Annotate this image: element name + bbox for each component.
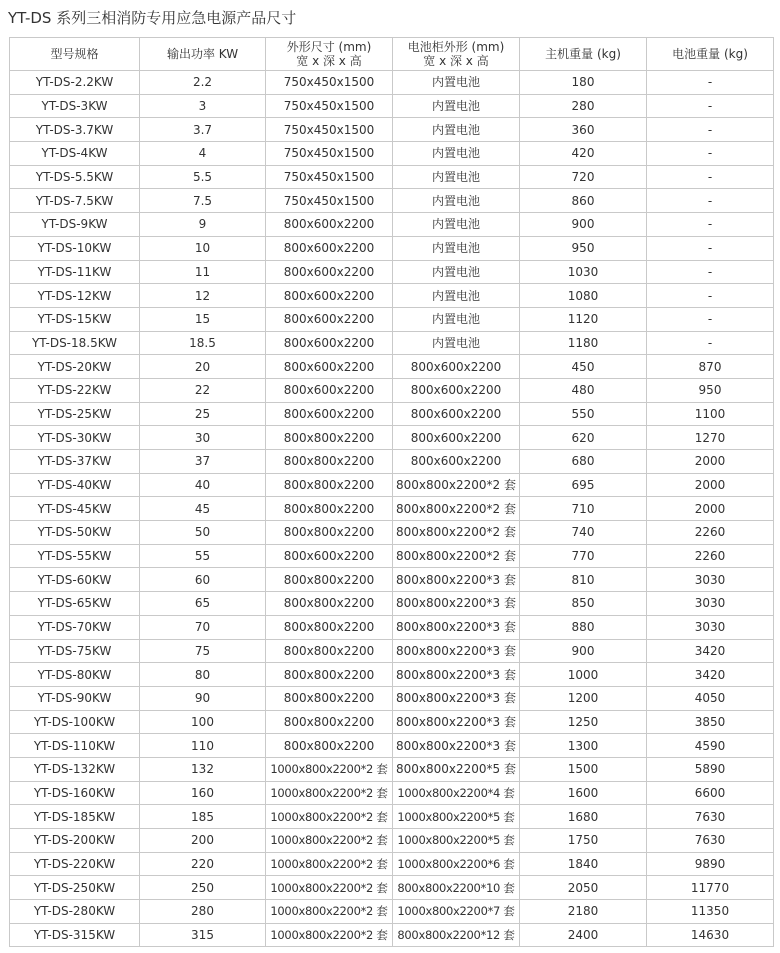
table-row [10, 71, 774, 95]
host-weight-cell: 695 [520, 473, 647, 497]
host-weight-cell: 1250 [520, 710, 647, 734]
dimensions-cell: 750x450x1500 [266, 94, 393, 118]
table-row [10, 544, 774, 568]
dimensions-cell: 800x800x2200 [266, 639, 393, 663]
power-cell: 132 [140, 757, 266, 781]
table-row [10, 521, 774, 545]
battery-weight-cell: 2260 [647, 544, 774, 568]
battery-weight-cell: 11350 [647, 900, 774, 924]
dimensions-cell: 800x600x2200 [266, 213, 393, 237]
power-cell: 10 [140, 236, 266, 260]
power-cell: 65 [140, 592, 266, 616]
battery-weight-cell: 4590 [647, 734, 774, 758]
battery-cabinet-cell: 内置电池 [393, 331, 520, 355]
battery-cabinet-cell: 内置电池 [393, 71, 520, 95]
dimensions-cell: 800x800x2200 [266, 686, 393, 710]
table-row [10, 805, 774, 829]
battery-weight-cell: - [647, 260, 774, 284]
battery-cabinet-cell: 内置电池 [393, 213, 520, 237]
host-weight-cell: 420 [520, 142, 647, 166]
battery-cabinet-cell: 800x800x2200*3 套 [393, 615, 520, 639]
table-row [10, 592, 774, 616]
host-weight-cell: 1680 [520, 805, 647, 829]
dimensions-cell: 800x800x2200 [266, 568, 393, 592]
model-cell: YT-DS-30KW [10, 426, 140, 450]
dimensions-cell: 1000x800x2200*2 套 [266, 805, 393, 829]
battery-cabinet-cell: 800x800x2200*2 套 [393, 497, 520, 521]
table-row [10, 876, 774, 900]
battery-weight-cell: 1270 [647, 426, 774, 450]
table-row [10, 734, 774, 758]
table-row [10, 639, 774, 663]
dimensions-cell: 750x450x1500 [266, 71, 393, 95]
host-weight-cell: 280 [520, 94, 647, 118]
model-cell: YT-DS-220KW [10, 852, 140, 876]
model-cell: YT-DS-80KW [10, 663, 140, 687]
host-weight-cell: 360 [520, 118, 647, 142]
battery-cabinet-cell: 800x800x2200*3 套 [393, 592, 520, 616]
model-cell: YT-DS-12KW [10, 284, 140, 308]
power-cell: 12 [140, 284, 266, 308]
power-cell: 45 [140, 497, 266, 521]
model-cell: YT-DS-280KW [10, 900, 140, 924]
power-cell: 75 [140, 639, 266, 663]
battery-cabinet-cell: 内置电池 [393, 165, 520, 189]
battery-weight-cell: 2000 [647, 450, 774, 474]
power-cell: 9 [140, 213, 266, 237]
table-row [10, 213, 774, 237]
host-weight-cell: 620 [520, 426, 647, 450]
column-header-battery-weight: 电池重量 (kg) [647, 38, 774, 71]
dimensions-cell: 800x800x2200 [266, 710, 393, 734]
model-cell: YT-DS-3.7KW [10, 118, 140, 142]
table-row [10, 355, 774, 379]
host-weight-cell: 740 [520, 521, 647, 545]
table-row [10, 284, 774, 308]
host-weight-cell: 1500 [520, 757, 647, 781]
battery-weight-cell: 3030 [647, 592, 774, 616]
battery-weight-cell: 2000 [647, 497, 774, 521]
battery-cabinet-cell: 内置电池 [393, 94, 520, 118]
power-cell: 11 [140, 260, 266, 284]
model-cell: YT-DS-5.5KW [10, 165, 140, 189]
power-cell: 3.7 [140, 118, 266, 142]
dimensions-cell: 800x800x2200 [266, 521, 393, 545]
battery-cabinet-cell: 内置电池 [393, 189, 520, 213]
dimensions-cell: 800x600x2200 [266, 284, 393, 308]
battery-cabinet-cell: 内置电池 [393, 142, 520, 166]
model-cell: YT-DS-70KW [10, 615, 140, 639]
battery-cabinet-cell: 内置电池 [393, 260, 520, 284]
table-row [10, 307, 774, 331]
battery-weight-cell: 1100 [647, 402, 774, 426]
battery-weight-cell: 9890 [647, 852, 774, 876]
host-weight-cell: 1750 [520, 829, 647, 853]
battery-cabinet-cell: 1000x800x2200*5 套 [393, 805, 520, 829]
battery-cabinet-cell: 1000x800x2200*4 套 [393, 781, 520, 805]
table-row [10, 900, 774, 924]
table-row [10, 118, 774, 142]
table-row [10, 757, 774, 781]
model-cell: YT-DS-25KW [10, 402, 140, 426]
battery-weight-cell: - [647, 118, 774, 142]
battery-cabinet-cell: 800x600x2200 [393, 378, 520, 402]
table-row [10, 189, 774, 213]
battery-cabinet-cell: 800x800x2200*3 套 [393, 710, 520, 734]
host-weight-cell: 770 [520, 544, 647, 568]
battery-weight-cell: 3030 [647, 615, 774, 639]
model-cell: YT-DS-4KW [10, 142, 140, 166]
power-cell: 22 [140, 378, 266, 402]
host-weight-cell: 2050 [520, 876, 647, 900]
power-cell: 5.5 [140, 165, 266, 189]
host-weight-cell: 810 [520, 568, 647, 592]
table-row [10, 165, 774, 189]
host-weight-cell: 2180 [520, 900, 647, 924]
table-row [10, 426, 774, 450]
battery-weight-cell: 4050 [647, 686, 774, 710]
table-row [10, 450, 774, 474]
battery-weight-cell: - [647, 189, 774, 213]
model-cell: YT-DS-45KW [10, 497, 140, 521]
model-cell: YT-DS-18.5KW [10, 331, 140, 355]
dimensions-cell: 800x800x2200 [266, 592, 393, 616]
column-header-battery-cabinet: 电池柜外形 (mm) 宽 x 深 x 高 [393, 38, 520, 71]
table-row [10, 568, 774, 592]
host-weight-cell: 950 [520, 236, 647, 260]
power-cell: 80 [140, 663, 266, 687]
battery-cabinet-cell: 内置电池 [393, 307, 520, 331]
model-cell: YT-DS-40KW [10, 473, 140, 497]
table-row [10, 402, 774, 426]
model-cell: YT-DS-132KW [10, 757, 140, 781]
battery-cabinet-cell: 800x800x2200*3 套 [393, 686, 520, 710]
host-weight-cell: 900 [520, 639, 647, 663]
table-row [10, 260, 774, 284]
dimensions-cell: 800x800x2200 [266, 473, 393, 497]
table-row [10, 142, 774, 166]
dimensions-cell: 750x450x1500 [266, 142, 393, 166]
table-row [10, 94, 774, 118]
battery-weight-cell: - [647, 142, 774, 166]
power-cell: 7.5 [140, 189, 266, 213]
dimensions-cell: 800x600x2200 [266, 378, 393, 402]
model-cell: YT-DS-65KW [10, 592, 140, 616]
power-cell: 220 [140, 852, 266, 876]
model-cell: YT-DS-160KW [10, 781, 140, 805]
battery-weight-cell: - [647, 331, 774, 355]
model-cell: YT-DS-200KW [10, 829, 140, 853]
dimensions-cell: 800x800x2200 [266, 663, 393, 687]
power-cell: 15 [140, 307, 266, 331]
dimensions-cell: 800x600x2200 [266, 236, 393, 260]
battery-cabinet-cell: 800x800x2200*2 套 [393, 473, 520, 497]
dimensions-cell: 1000x800x2200*2 套 [266, 923, 393, 947]
model-cell: YT-DS-60KW [10, 568, 140, 592]
power-cell: 2.2 [140, 71, 266, 95]
host-weight-cell: 450 [520, 355, 647, 379]
dimensions-cell: 1000x800x2200*2 套 [266, 852, 393, 876]
table-row [10, 378, 774, 402]
battery-weight-cell: 7630 [647, 805, 774, 829]
host-weight-cell: 720 [520, 165, 647, 189]
dimensions-cell: 800x800x2200 [266, 734, 393, 758]
model-cell: YT-DS-90KW [10, 686, 140, 710]
table-row [10, 781, 774, 805]
battery-weight-cell: - [647, 94, 774, 118]
battery-weight-cell: 14630 [647, 923, 774, 947]
column-header-dimensions: 外形尺寸 (mm) 宽 x 深 x 高 [266, 38, 393, 71]
battery-weight-cell: - [647, 236, 774, 260]
table-row [10, 852, 774, 876]
dimensions-cell: 1000x800x2200*2 套 [266, 781, 393, 805]
power-cell: 40 [140, 473, 266, 497]
battery-cabinet-cell: 内置电池 [393, 118, 520, 142]
battery-weight-cell: - [647, 284, 774, 308]
table-row [10, 236, 774, 260]
model-cell: YT-DS-250KW [10, 876, 140, 900]
power-cell: 25 [140, 402, 266, 426]
battery-weight-cell: 2260 [647, 521, 774, 545]
battery-weight-cell: 3420 [647, 639, 774, 663]
model-cell: YT-DS-10KW [10, 236, 140, 260]
column-header-model: 型号规格 [10, 38, 140, 71]
model-cell: YT-DS-37KW [10, 450, 140, 474]
table-row [10, 686, 774, 710]
battery-cabinet-cell: 800x800x2200*12 套 [393, 923, 520, 947]
battery-cabinet-cell: 800x600x2200 [393, 402, 520, 426]
power-cell: 37 [140, 450, 266, 474]
dimensions-cell: 1000x800x2200*2 套 [266, 757, 393, 781]
power-cell: 30 [140, 426, 266, 450]
host-weight-cell: 180 [520, 71, 647, 95]
power-cell: 315 [140, 923, 266, 947]
dimensions-cell: 800x800x2200 [266, 497, 393, 521]
host-weight-cell: 710 [520, 497, 647, 521]
model-cell: YT-DS-22KW [10, 378, 140, 402]
power-cell: 90 [140, 686, 266, 710]
host-weight-cell: 1600 [520, 781, 647, 805]
host-weight-cell: 1300 [520, 734, 647, 758]
dimensions-cell: 750x450x1500 [266, 189, 393, 213]
model-cell: YT-DS-9KW [10, 213, 140, 237]
dimensions-cell: 800x600x2200 [266, 331, 393, 355]
table-header-row [10, 38, 774, 71]
power-cell: 200 [140, 829, 266, 853]
table-row [10, 663, 774, 687]
battery-cabinet-cell: 800x800x2200*10 套 [393, 876, 520, 900]
table-row [10, 615, 774, 639]
host-weight-cell: 1030 [520, 260, 647, 284]
power-cell: 280 [140, 900, 266, 924]
host-weight-cell: 1840 [520, 852, 647, 876]
battery-weight-cell: 7630 [647, 829, 774, 853]
power-cell: 70 [140, 615, 266, 639]
dimensions-cell: 800x600x2200 [266, 307, 393, 331]
battery-weight-cell: 11770 [647, 876, 774, 900]
model-cell: YT-DS-315KW [10, 923, 140, 947]
model-cell: YT-DS-2.2KW [10, 71, 140, 95]
dimensions-cell: 800x600x2200 [266, 402, 393, 426]
power-cell: 100 [140, 710, 266, 734]
battery-weight-cell: 3030 [647, 568, 774, 592]
battery-weight-cell: - [647, 71, 774, 95]
model-cell: YT-DS-110KW [10, 734, 140, 758]
host-weight-cell: 1180 [520, 331, 647, 355]
power-cell: 160 [140, 781, 266, 805]
power-cell: 55 [140, 544, 266, 568]
battery-cabinet-cell: 1000x800x2200*6 套 [393, 852, 520, 876]
battery-weight-cell: 870 [647, 355, 774, 379]
model-cell: YT-DS-185KW [10, 805, 140, 829]
battery-cabinet-cell: 800x800x2200*2 套 [393, 544, 520, 568]
power-cell: 4 [140, 142, 266, 166]
battery-weight-cell: 3420 [647, 663, 774, 687]
battery-cabinet-cell: 1000x800x2200*5 套 [393, 829, 520, 853]
power-cell: 18.5 [140, 331, 266, 355]
battery-weight-cell: - [647, 307, 774, 331]
model-cell: YT-DS-15KW [10, 307, 140, 331]
battery-cabinet-cell: 800x800x2200*3 套 [393, 734, 520, 758]
model-cell: YT-DS-75KW [10, 639, 140, 663]
power-cell: 50 [140, 521, 266, 545]
dimensions-cell: 800x800x2200 [266, 450, 393, 474]
battery-cabinet-cell: 内置电池 [393, 236, 520, 260]
host-weight-cell: 880 [520, 615, 647, 639]
dimensions-cell: 800x800x2200 [266, 426, 393, 450]
dimensions-cell: 800x600x2200 [266, 544, 393, 568]
column-header-host-weight: 主机重量 (kg) [520, 38, 647, 71]
dimensions-cell: 1000x800x2200*2 套 [266, 900, 393, 924]
dimensions-cell: 800x600x2200 [266, 355, 393, 379]
table-row [10, 829, 774, 853]
battery-cabinet-cell: 800x600x2200 [393, 450, 520, 474]
battery-cabinet-cell: 800x600x2200 [393, 355, 520, 379]
battery-cabinet-cell: 800x800x2200*3 套 [393, 639, 520, 663]
host-weight-cell: 2400 [520, 923, 647, 947]
battery-weight-cell: - [647, 165, 774, 189]
table-row [10, 497, 774, 521]
battery-cabinet-cell: 800x800x2200*2 套 [393, 521, 520, 545]
power-cell: 60 [140, 568, 266, 592]
dimensions-cell: 750x450x1500 [266, 165, 393, 189]
battery-cabinet-cell: 800x800x2200*3 套 [393, 663, 520, 687]
table-body [10, 71, 774, 947]
battery-weight-cell: 5890 [647, 757, 774, 781]
model-cell: YT-DS-100KW [10, 710, 140, 734]
model-cell: YT-DS-20KW [10, 355, 140, 379]
model-cell: YT-DS-3KW [10, 94, 140, 118]
table-row [10, 923, 774, 947]
battery-weight-cell: 3850 [647, 710, 774, 734]
column-header-power: 输出功率 KW [140, 38, 266, 71]
product-dimensions-table [9, 37, 774, 947]
dimensions-cell: 1000x800x2200*2 套 [266, 829, 393, 853]
power-cell: 3 [140, 94, 266, 118]
power-cell: 250 [140, 876, 266, 900]
battery-cabinet-cell: 800x800x2200*3 套 [393, 568, 520, 592]
host-weight-cell: 860 [520, 189, 647, 213]
host-weight-cell: 1120 [520, 307, 647, 331]
model-cell: YT-DS-50KW [10, 521, 140, 545]
battery-weight-cell: 950 [647, 378, 774, 402]
host-weight-cell: 1200 [520, 686, 647, 710]
model-cell: YT-DS-7.5KW [10, 189, 140, 213]
power-cell: 20 [140, 355, 266, 379]
table-row [10, 710, 774, 734]
page-title: YT-DS 系列三相消防专用应急电源产品尺寸 [8, 9, 297, 27]
host-weight-cell: 1000 [520, 663, 647, 687]
host-weight-cell: 550 [520, 402, 647, 426]
host-weight-cell: 850 [520, 592, 647, 616]
table-row [10, 331, 774, 355]
model-cell: YT-DS-55KW [10, 544, 140, 568]
battery-cabinet-cell: 内置电池 [393, 284, 520, 308]
power-cell: 110 [140, 734, 266, 758]
power-cell: 185 [140, 805, 266, 829]
dimensions-cell: 800x600x2200 [266, 260, 393, 284]
battery-weight-cell: 2000 [647, 473, 774, 497]
host-weight-cell: 680 [520, 450, 647, 474]
battery-cabinet-cell: 800x800x2200*5 套 [393, 757, 520, 781]
table-row [10, 473, 774, 497]
model-cell: YT-DS-11KW [10, 260, 140, 284]
battery-weight-cell: - [647, 213, 774, 237]
host-weight-cell: 480 [520, 378, 647, 402]
host-weight-cell: 900 [520, 213, 647, 237]
battery-cabinet-cell: 800x600x2200 [393, 426, 520, 450]
dimensions-cell: 800x800x2200 [266, 615, 393, 639]
host-weight-cell: 1080 [520, 284, 647, 308]
battery-cabinet-cell: 1000x800x2200*7 套 [393, 900, 520, 924]
battery-weight-cell: 6600 [647, 781, 774, 805]
dimensions-cell: 750x450x1500 [266, 118, 393, 142]
dimensions-cell: 1000x800x2200*2 套 [266, 876, 393, 900]
